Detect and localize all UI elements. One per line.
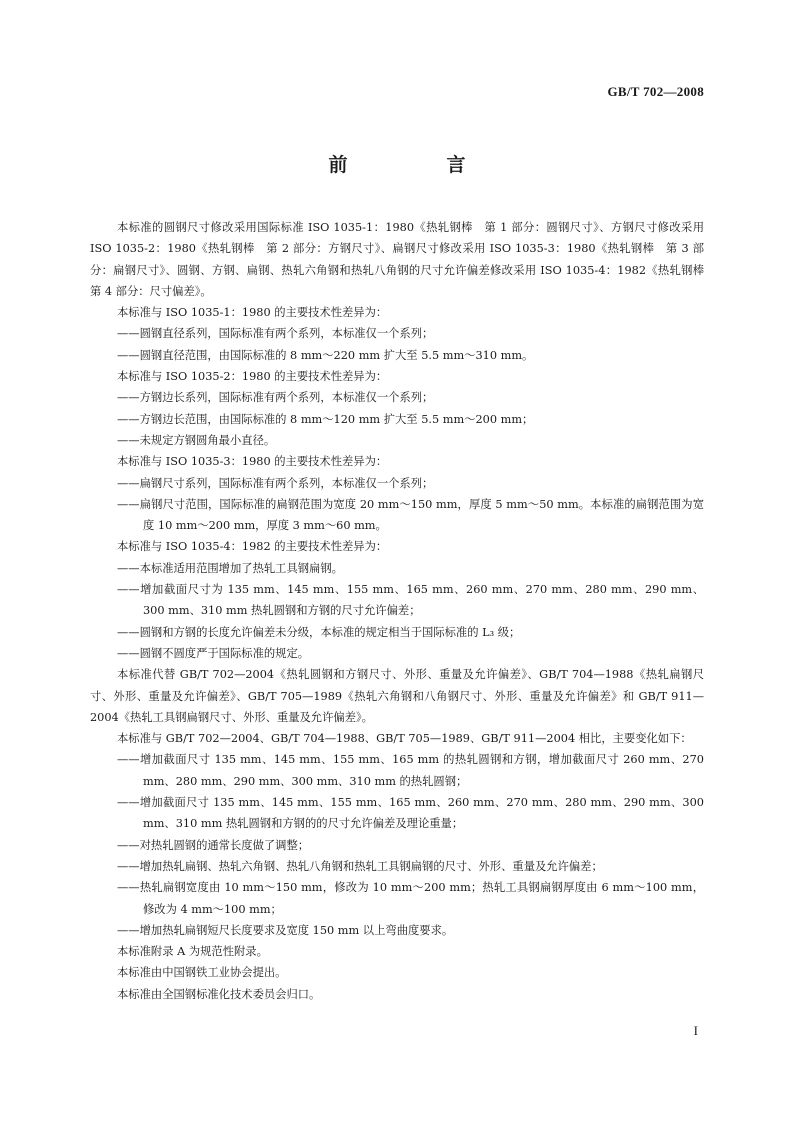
paragraph: 本标准与 GB/T 702—2004、GB/T 704—1988、GB/T 705—1989、GB/T 911—2004 相比，主要变化如下： [117,732,692,746]
list-item: ——方钢边长系列，国际标准有两个系列，本标准仅一个系列； [117,391,434,405]
paragraph: 本标准与 ISO 1035-1：1980 的主要技术性差异为： [117,306,388,320]
list-item: ——圆钢直径范围，由国际标准的 8 mm～220 mm 扩大至 5.5 mm～310 mm。 [117,348,534,362]
list-item: ——扁钢尺寸系列，国际标准有两个系列，本标准仅一个系列； [117,476,434,490]
page-title: 前 言 [328,154,506,176]
list-item: ——扁钢尺寸范围，国际标准的扁钢范围为宽度 20 mm～150 mm，厚度 5 mm～50 mm。本标准的扁钢范围为宽度 10 mm～200 mm，厚度 3 mm～60 mm。 [117,497,704,533]
page-number: I [693,1023,698,1038]
list-item: ——增加热轧扁钢、热轧六角钢、热轧八角钢和热轧工具钢扁钢的尺寸、外形、重量及允许偏差； [117,859,603,873]
foreword-body [90,217,716,1005]
list-item: ——增加截面尺寸为 135 mm、145 mm、155 mm、165 mm、260 mm、270 mm、280 mm、290 mm、300 mm、310 mm 热轧圆钢和方钢的尺寸允许偏差； [117,583,704,618]
paragraph: 本标准与 ISO 1035-4：1982 的主要技术性差异为： [117,540,388,554]
list-item: ——圆钢直径系列，国际标准有两个系列，本标准仅一个系列； [117,327,434,341]
list-item: ——增加热轧扁钢短尺长度要求及宽度 150 mm 以上弯曲度要求。 [117,923,454,937]
list-item: ——对热轧圆钢的通常长度做了调整； [117,838,310,852]
paragraph: 本标准由全国钢标准化技术委员会归口。 [117,987,321,1001]
list-item: ——圆钢不圆度严于国际标准的规定。 [117,646,310,660]
list-item: ——热轧扁钢宽度由 10 mm～150 mm，修改为 10 mm～200 mm；热轧工具钢扁钢厚度由 6 mm～100 mm，修改为 4 mm～100 mm； [117,881,704,916]
list-item: ——方钢边长范围，由国际标准的 8 mm～120 mm 扩大至 5.5 mm～200 mm； [117,412,534,426]
list-item: ——增加截面尺寸 135 mm、145 mm、155 mm、165 mm、260 mm、270 mm、280 mm、290 mm、300 mm、310 mm 热轧圆钢和方钢的的尺寸允许偏差及理论重量； [117,796,704,831]
paragraph: 本标准与 ISO 1035-2：1980 的主要技术性差异为： [117,370,388,384]
standard-number: GB/T 702—2008 [607,84,704,99]
paragraph: 本标准代替 GB/T 702—2004《热轧圆钢和方钢尺寸、外形、重量及允许偏差》、GB/T 704—1988《热轧扁钢尺寸、外形、重量及允许偏差》、GB/T 705—1989《热轧六角钢和八角钢尺寸、外形、重量及允许偏差》和 GB/T 911—2004《热轧工具钢扁钢尺寸、外形、重量及允许偏差》。 [90,668,704,724]
list-item: ——未规定方钢圆角最小直径。 [117,433,276,447]
paragraph: 本标准的圆钢尺寸修改采用国际标准 ISO 1035-1：1980《热轧钢棒 第 1 部分：圆钢尺寸》、方钢尺寸修改采用 ISO 1035-2：1980《热轧钢棒 第 2 部分：方钢尺寸》、扁钢尺寸修改采用 ISO 1035-3：1980《热轧钢棒 第 3 部分：扁钢尺寸》、圆钢、方钢、扁钢、热轧六角钢和热轧八角钢的尺寸允许偏差修改采用 ISO 1035-4：1982《热轧钢棒 第 4 部分：尺寸偏差》。 [90,221,716,298]
paragraph: 本标准由中国钢铁工业协会提出。 [117,966,287,980]
paragraph: 本标准附录 A 为规范性附录。 [117,945,268,959]
list-item: ——圆钢和方钢的长度允许偏差未分级，本标准的规定相当于国际标准的 L₃ 级； [117,625,521,639]
list-item: ——本标准适用范围增加了热轧工具钢扁钢。 [117,561,343,575]
paragraph: 本标准与 ISO 1035-3：1980 的主要技术性差异为： [117,455,388,469]
list-item: ——增加截面尺寸 135 mm、145 mm、155 mm、165 mm 的热轧圆钢和方钢，增加截面尺寸 260 mm、270 mm、280 mm、290 mm、300 mm、310 mm 的热轧圆钢； [117,753,704,788]
